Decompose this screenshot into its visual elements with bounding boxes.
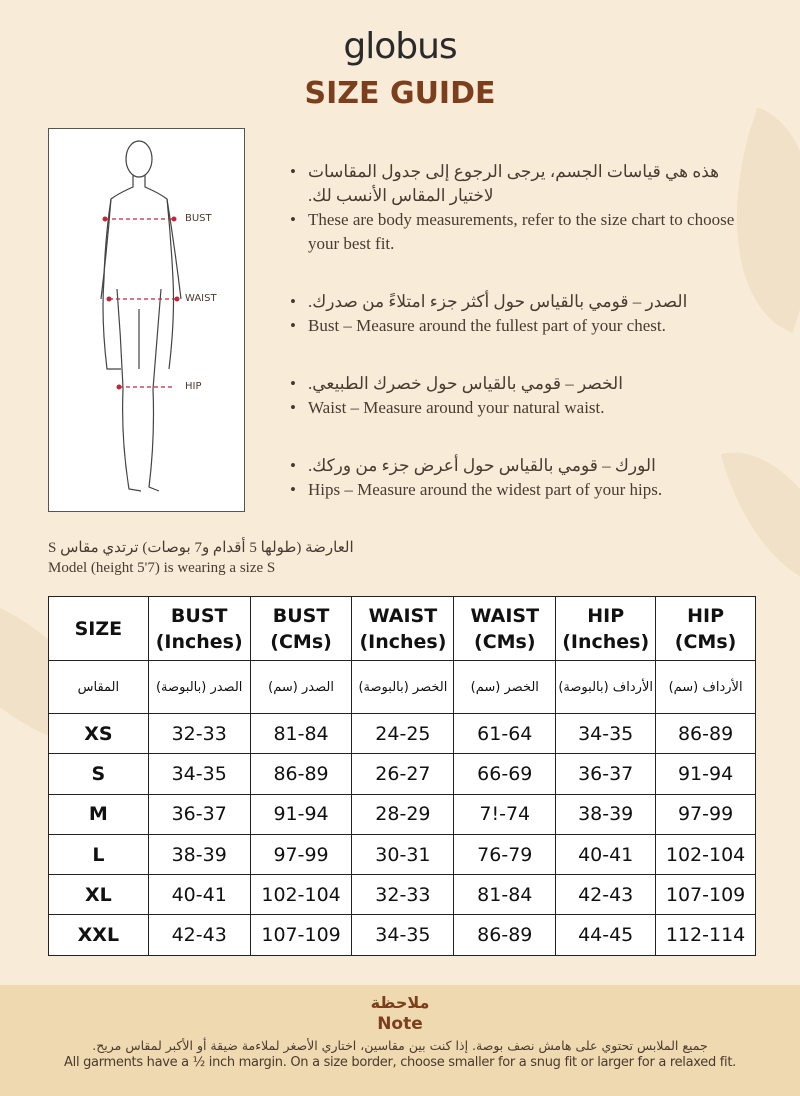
column-header-ar: المقاس (49, 661, 149, 714)
table-row (49, 754, 756, 794)
measurement-cell: 24-25 (352, 714, 454, 754)
hip-label: HIP (185, 381, 202, 392)
measurement-cell: 34-35 (352, 915, 454, 955)
waist-label: WAIST (185, 293, 217, 304)
size-table (48, 596, 756, 956)
measurement-cell: 81-84 (454, 875, 556, 915)
column-header-ar: الأرداف (سم) (656, 661, 756, 714)
measurement-cell: 61-64 (454, 714, 556, 754)
measurement-cell: 81-84 (250, 714, 352, 754)
page-title: SIZE GUIDE (304, 76, 496, 111)
bust-label: BUST (185, 213, 212, 224)
body-figure-illustration (48, 128, 245, 512)
measurement-cell: 102-104 (656, 834, 756, 874)
measurement-cell: 91-94 (250, 794, 352, 834)
column-header-ar: الصدر (سم) (250, 661, 352, 714)
measurement-cell: 42-43 (556, 875, 656, 915)
measurement-cell: 42-43 (148, 915, 250, 955)
measurement-cell: 36-37 (148, 794, 250, 834)
column-header: HIP (CMs) (656, 597, 756, 661)
table-row (49, 714, 756, 754)
size-cell: XL (49, 875, 149, 915)
measurement-cell: 66-69 (454, 754, 556, 794)
model-info (48, 538, 354, 578)
bullet-ar: • الخصر – قومي بالقياس حول خصرك الطبيعي. (288, 372, 738, 396)
table-row (49, 875, 756, 915)
column-header: SIZE (49, 597, 149, 661)
measurement-cell: 38-39 (148, 834, 250, 874)
size-cell: S (49, 754, 149, 794)
measurement-cell: 32-33 (148, 714, 250, 754)
table-row (49, 915, 756, 955)
model-info-en: Model (height 5'7) is wearing a size S (48, 560, 276, 576)
column-header: BUST (Inches) (148, 597, 250, 661)
measurement-cell: 32-33 (352, 875, 454, 915)
bullet-en: • Hips – Measure around the widest part of your hips. (288, 478, 738, 502)
brand-logo: globus (343, 26, 457, 67)
measurement-cell: 91-94 (656, 754, 756, 794)
measurement-cell: 97-99 (250, 834, 352, 874)
measurement-cell: 86-89 (656, 714, 756, 754)
note-section (0, 985, 800, 1096)
measurement-cell: 107-109 (250, 915, 352, 955)
column-header-ar: الصدر (بالبوصة) (148, 661, 250, 714)
column-header: WAIST (Inches) (352, 597, 454, 661)
column-header-ar: الخصر (بالبوصة) (352, 661, 454, 714)
table-row (49, 794, 756, 834)
measurement-cell: 36-37 (556, 754, 656, 794)
measurement-cell: 30-31 (352, 834, 454, 874)
bullet-en: • These are body measurements, refer to the size chart to choose your best fit. (288, 208, 738, 256)
note-text-ar: جميع الملابس تحتوي على هامش نصف بوصة. إذا كنت بين مقاسين، اختاري الأصغر لملاءمة ضيقة أو الأكبر لمقاس مريح. (92, 1038, 708, 1053)
measurement-cell: 7!-74 (454, 794, 556, 834)
note-text-en: All garments have a ½ inch margin. On a size border, choose smaller for a snug fit or larger for a relaxed fit. (64, 1055, 736, 1070)
column-header: WAIST (CMs) (454, 597, 556, 661)
measurement-cell: 40-41 (556, 834, 656, 874)
header-row-ar (49, 661, 756, 714)
measurement-cell: 97-99 (656, 794, 756, 834)
size-cell: M (49, 794, 149, 834)
measurement-cell: 102-104 (250, 875, 352, 915)
measurement-cell: 112-114 (656, 915, 756, 955)
table-row (49, 834, 756, 874)
measurement-cell: 86-89 (250, 754, 352, 794)
measurement-instructions (288, 160, 738, 536)
measurement-cell: 28-29 (352, 794, 454, 834)
bullet-ar: • الورك – قومي بالقياس حول أعرض جزء من وركك. (288, 454, 738, 478)
column-header: BUST (CMs) (250, 597, 352, 661)
measurement-cell: 34-35 (148, 754, 250, 794)
model-info-ar: العارضة (طولها 5 أقدام و7 بوصات) ترتدي مقاس S (48, 540, 354, 556)
measurement-cell: 38-39 (556, 794, 656, 834)
measurement-cell: 40-41 (148, 875, 250, 915)
bullet-ar: • هذه هي قياسات الجسم، يرجى الرجوع إلى جدول المقاسات لاختيار المقاس الأنسب لك. (288, 160, 738, 208)
size-cell: XXL (49, 915, 149, 955)
measurement-cell: 86-89 (454, 915, 556, 955)
note-title-en: Note (377, 1014, 423, 1034)
measurement-cell: 34-35 (556, 714, 656, 754)
bullet-ar: • الصدر – قومي بالقياس حول أكثر جزء امتلاءً من صدرك. (288, 290, 738, 314)
measurement-cell: 107-109 (656, 875, 756, 915)
column-header: HIP (Inches) (556, 597, 656, 661)
measurement-cell: 26-27 (352, 754, 454, 794)
size-cell: L (49, 834, 149, 874)
bullet-en: • Bust – Measure around the fullest part of your chest. (288, 314, 738, 338)
size-cell: XS (49, 714, 149, 754)
header-row (49, 597, 756, 661)
column-header-ar: الخصر (سم) (454, 661, 556, 714)
measurement-cell: 44-45 (556, 915, 656, 955)
measurement-cell: 76-79 (454, 834, 556, 874)
bullet-en: • Waist – Measure around your natural waist. (288, 396, 738, 420)
note-title-ar: ملاحظة (370, 993, 430, 1012)
column-header-ar: الأرداف (بالبوصة) (556, 661, 656, 714)
